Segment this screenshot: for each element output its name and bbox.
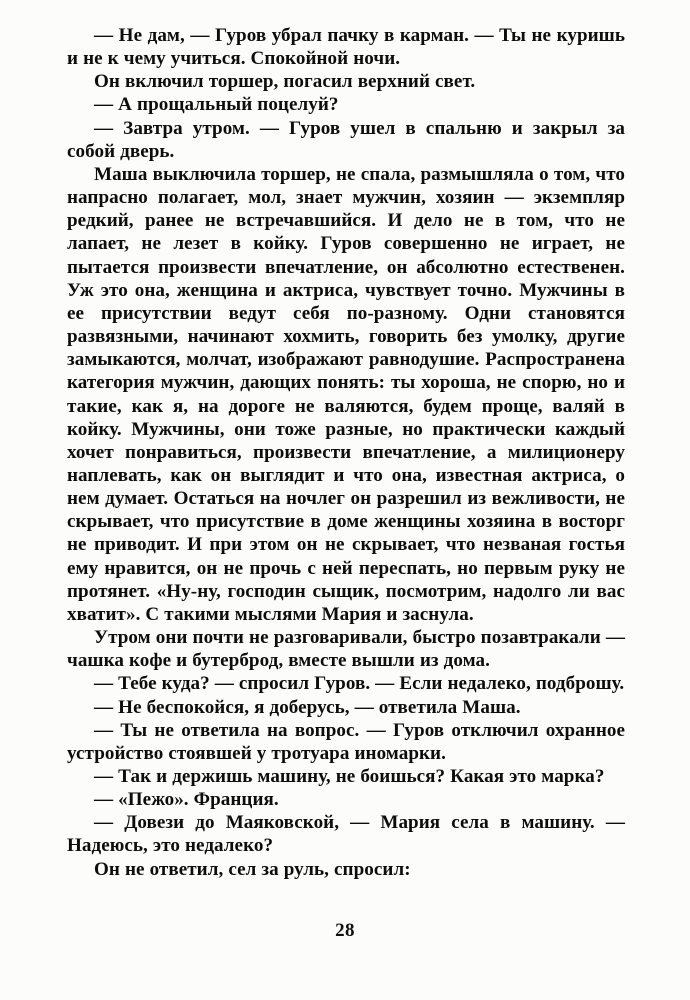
paragraph: — Так и держишь машину, не боишься? Какая это марка? bbox=[94, 766, 605, 787]
paragraph: — «Пежо». Франция. bbox=[94, 789, 279, 811]
paragraph: Маша выключила торшер, не спала, размышляла о том, что напрасно полагает, мол, знает мужчин, хозяин — экземпляр редкий, ранее не встречавшийся. И дело не в том, что не лапает, не лезет в койку. Гуров совершенно не играет, не пытается произвести впечатление, он абсолютно естественен. Уж это она, женщина и актриса, чувствует точно. Мужчины в ее присутствии ведут себя по-разному. Одни становятся развязными, начинают хохмить, говорить без умолку, другие замыкаются, молчат, изображают равнодушие. Распространена категория мужчин, дающих понять: ты хороша, не спорю, но и такие, как я, на дороге не валяются, будем проще, валяй в койку. Мужчины, они тоже разные, но практически каждый хочет понравиться, произвести впечатление, а милиционеру наплевать, как он выглядит и что она, известная актриса, о нем думает. Остаться на ночлег он разрешил из вежливости, не скрывает, что присутствие в доме женщины хозяина в восторг не приводит. И при этом он не скрывает, что незваная гостья ему нравится, он не прочь с ней переспать, но первым руку не протянет. «Ну-ну, господин сыщик, посмотрим, надолго ли вас хватит». С такими мыслями Мария и заснула. bbox=[67, 163, 625, 625]
paragraph: — А прощальный поцелуй? bbox=[94, 94, 339, 116]
paragraph: Он включил торшер, погасил верхний свет. bbox=[94, 71, 476, 93]
paragraph: — Ты не ответила на вопрос. — Гуров отключил охранное устройство стоявшей у тротуара иномарки. bbox=[67, 719, 625, 764]
paragraph: — Довези до Маяковской, — Мария села в машину. — Надеюсь, это недалеко? bbox=[67, 812, 625, 857]
paragraph: — Тебе куда? — спросил Гуров. — Если недалеко, подброшу. bbox=[94, 673, 625, 695]
paragraph: — Не дам, — Гуров убрал пачку в карман. — Ты не куришь и не к чему учиться. Спокойной ночи. bbox=[67, 25, 625, 70]
page-number: 28 bbox=[335, 920, 355, 941]
paragraph: Он не ответил, сел за руль, спросил: bbox=[94, 858, 411, 880]
paragraph: — Завтра утром. — Гуров ушел в спальню и закрыл за собой дверь. bbox=[67, 117, 625, 162]
paragraph: Утром они почти не разговаривали, быстро позавтракали — чашка кофе и бутерброд, вместе вышли из дома. bbox=[67, 627, 625, 672]
paragraph: — Не беспокойся, я доберусь, — ответила Маша. bbox=[94, 696, 521, 718]
page-text-block bbox=[67, 24, 625, 881]
